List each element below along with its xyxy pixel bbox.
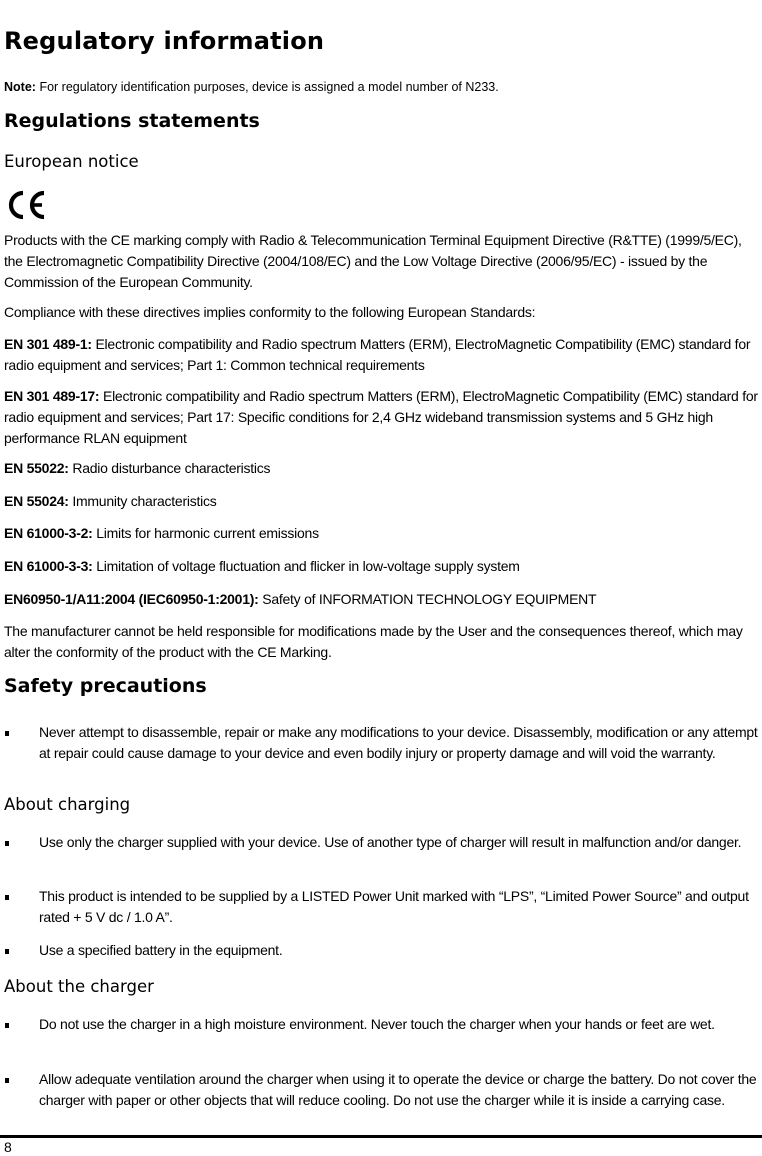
model-note — [4, 80, 499, 94]
standard-desc: Safety of INFORMATION TECHNOLOGY EQUIPMENT — [262, 591, 597, 607]
standard-item — [4, 458, 760, 479]
standard-code: EN60950-1/A11:2004 (IEC60950-1:2001): — [4, 591, 259, 607]
european-notice-heading: European notice — [4, 152, 139, 171]
page-title: Regulatory information — [4, 27, 325, 55]
about-charger-heading: About the charger — [4, 977, 154, 996]
list-item: This product is intended to be supplied by a LISTED Power Unit marked with “LPS”, “Limited Power Source” and output rated + 5 V dc / 1.0 A”. — [4, 886, 760, 928]
ce-mark-icon — [4, 190, 48, 220]
bullet-icon — [5, 1023, 9, 1028]
bullet-icon — [5, 841, 9, 846]
standard-desc: Electronic compatibility and Radio spectrum Matters (ERM), ElectroMagnetic Compatibility (EMC) standard for radio equipment and services; Part 17: Specific conditions for 2,4 GHz wideband transmission systems and 5 GHz high performance RLAN equipment — [4, 388, 758, 446]
list-item: Do not use the charger in a high moisture environment. Never touch the charger when your hands or feet are wet. — [4, 1014, 760, 1035]
bullet-icon — [5, 895, 9, 900]
compliance-paragraph: Compliance with these directives implies conformity to the following European Standards: — [4, 304, 536, 320]
standard-code: EN 55024: — [4, 493, 69, 509]
standard-item — [4, 523, 760, 544]
standard-item — [4, 556, 760, 577]
standard-desc: Electronic compatibility and Radio spectrum Matters (ERM), ElectroMagnetic Compatibility (EMC) standard for radio equipment and services; Part 1: Common technical requirements — [4, 336, 751, 373]
standard-desc: Limitation of voltage fluctuation and flicker in low-voltage supply system — [96, 558, 520, 574]
standard-code: EN 55022: — [4, 460, 69, 476]
standard-item — [4, 334, 760, 376]
note-text: For regulatory identification purposes, device is assigned a model number of N233. — [39, 80, 499, 94]
footer-divider — [0, 1135, 762, 1138]
list-item: Use only the charger supplied with your device. Use of another type of charger will result in malfunction and/or danger. — [4, 832, 760, 853]
standard-item — [4, 491, 760, 512]
bullet-icon — [5, 1078, 9, 1083]
list-item: Use a specified battery in the equipment. — [4, 940, 760, 961]
standard-desc: Immunity characteristics — [72, 493, 217, 509]
bullet-icon — [5, 949, 9, 954]
ce-disclaimer-paragraph: The manufacturer cannot be held responsible for modifications made by the User and the consequences thereof, which may alter the conformity of the product with the CE Marking. — [4, 623, 743, 660]
regulations-heading: Regulations statements — [4, 110, 260, 132]
safety-precautions-heading: Safety precautions — [4, 675, 207, 697]
standard-item — [4, 386, 760, 449]
list-item: Allow adequate ventilation around the charger when using it to operate the device or charge the battery. Do not cover the charger with paper or other objects that will reduce cooling. Do not use the charger while it is inside a carrying case. — [4, 1069, 760, 1111]
bullet-icon — [5, 731, 9, 736]
list-item: Never attempt to disassemble, repair or make any modifications to your device. Disassembly, modification or any attempt at repair could cause damage to your device and even bodily injury or property damage and will void the warranty. — [4, 722, 760, 764]
standard-desc: Limits for harmonic current emissions — [96, 525, 319, 541]
note-label: Note: — [4, 80, 36, 94]
ce-intro-paragraph: Products with the CE marking comply with Radio & Telecommunication Terminal Equipment Directive (R&TTE) (1999/5/EC), the Electromagnetic Compatibility Directive (2004/108/EC) and the Low Voltage Directive (2006/95/EC) - issued by the Commission of the European Community. — [4, 232, 742, 290]
page-number: 8 — [4, 1139, 12, 1155]
about-charging-heading: About charging — [4, 795, 131, 814]
standard-code: EN 61000-3-2: — [4, 525, 93, 541]
standard-desc: Radio disturbance characteristics — [72, 460, 271, 476]
standard-item — [4, 589, 760, 610]
standard-code: EN 61000-3-3: — [4, 558, 93, 574]
standard-code: EN 301 489-1: — [4, 336, 92, 352]
standard-code: EN 301 489-17: — [4, 388, 100, 404]
